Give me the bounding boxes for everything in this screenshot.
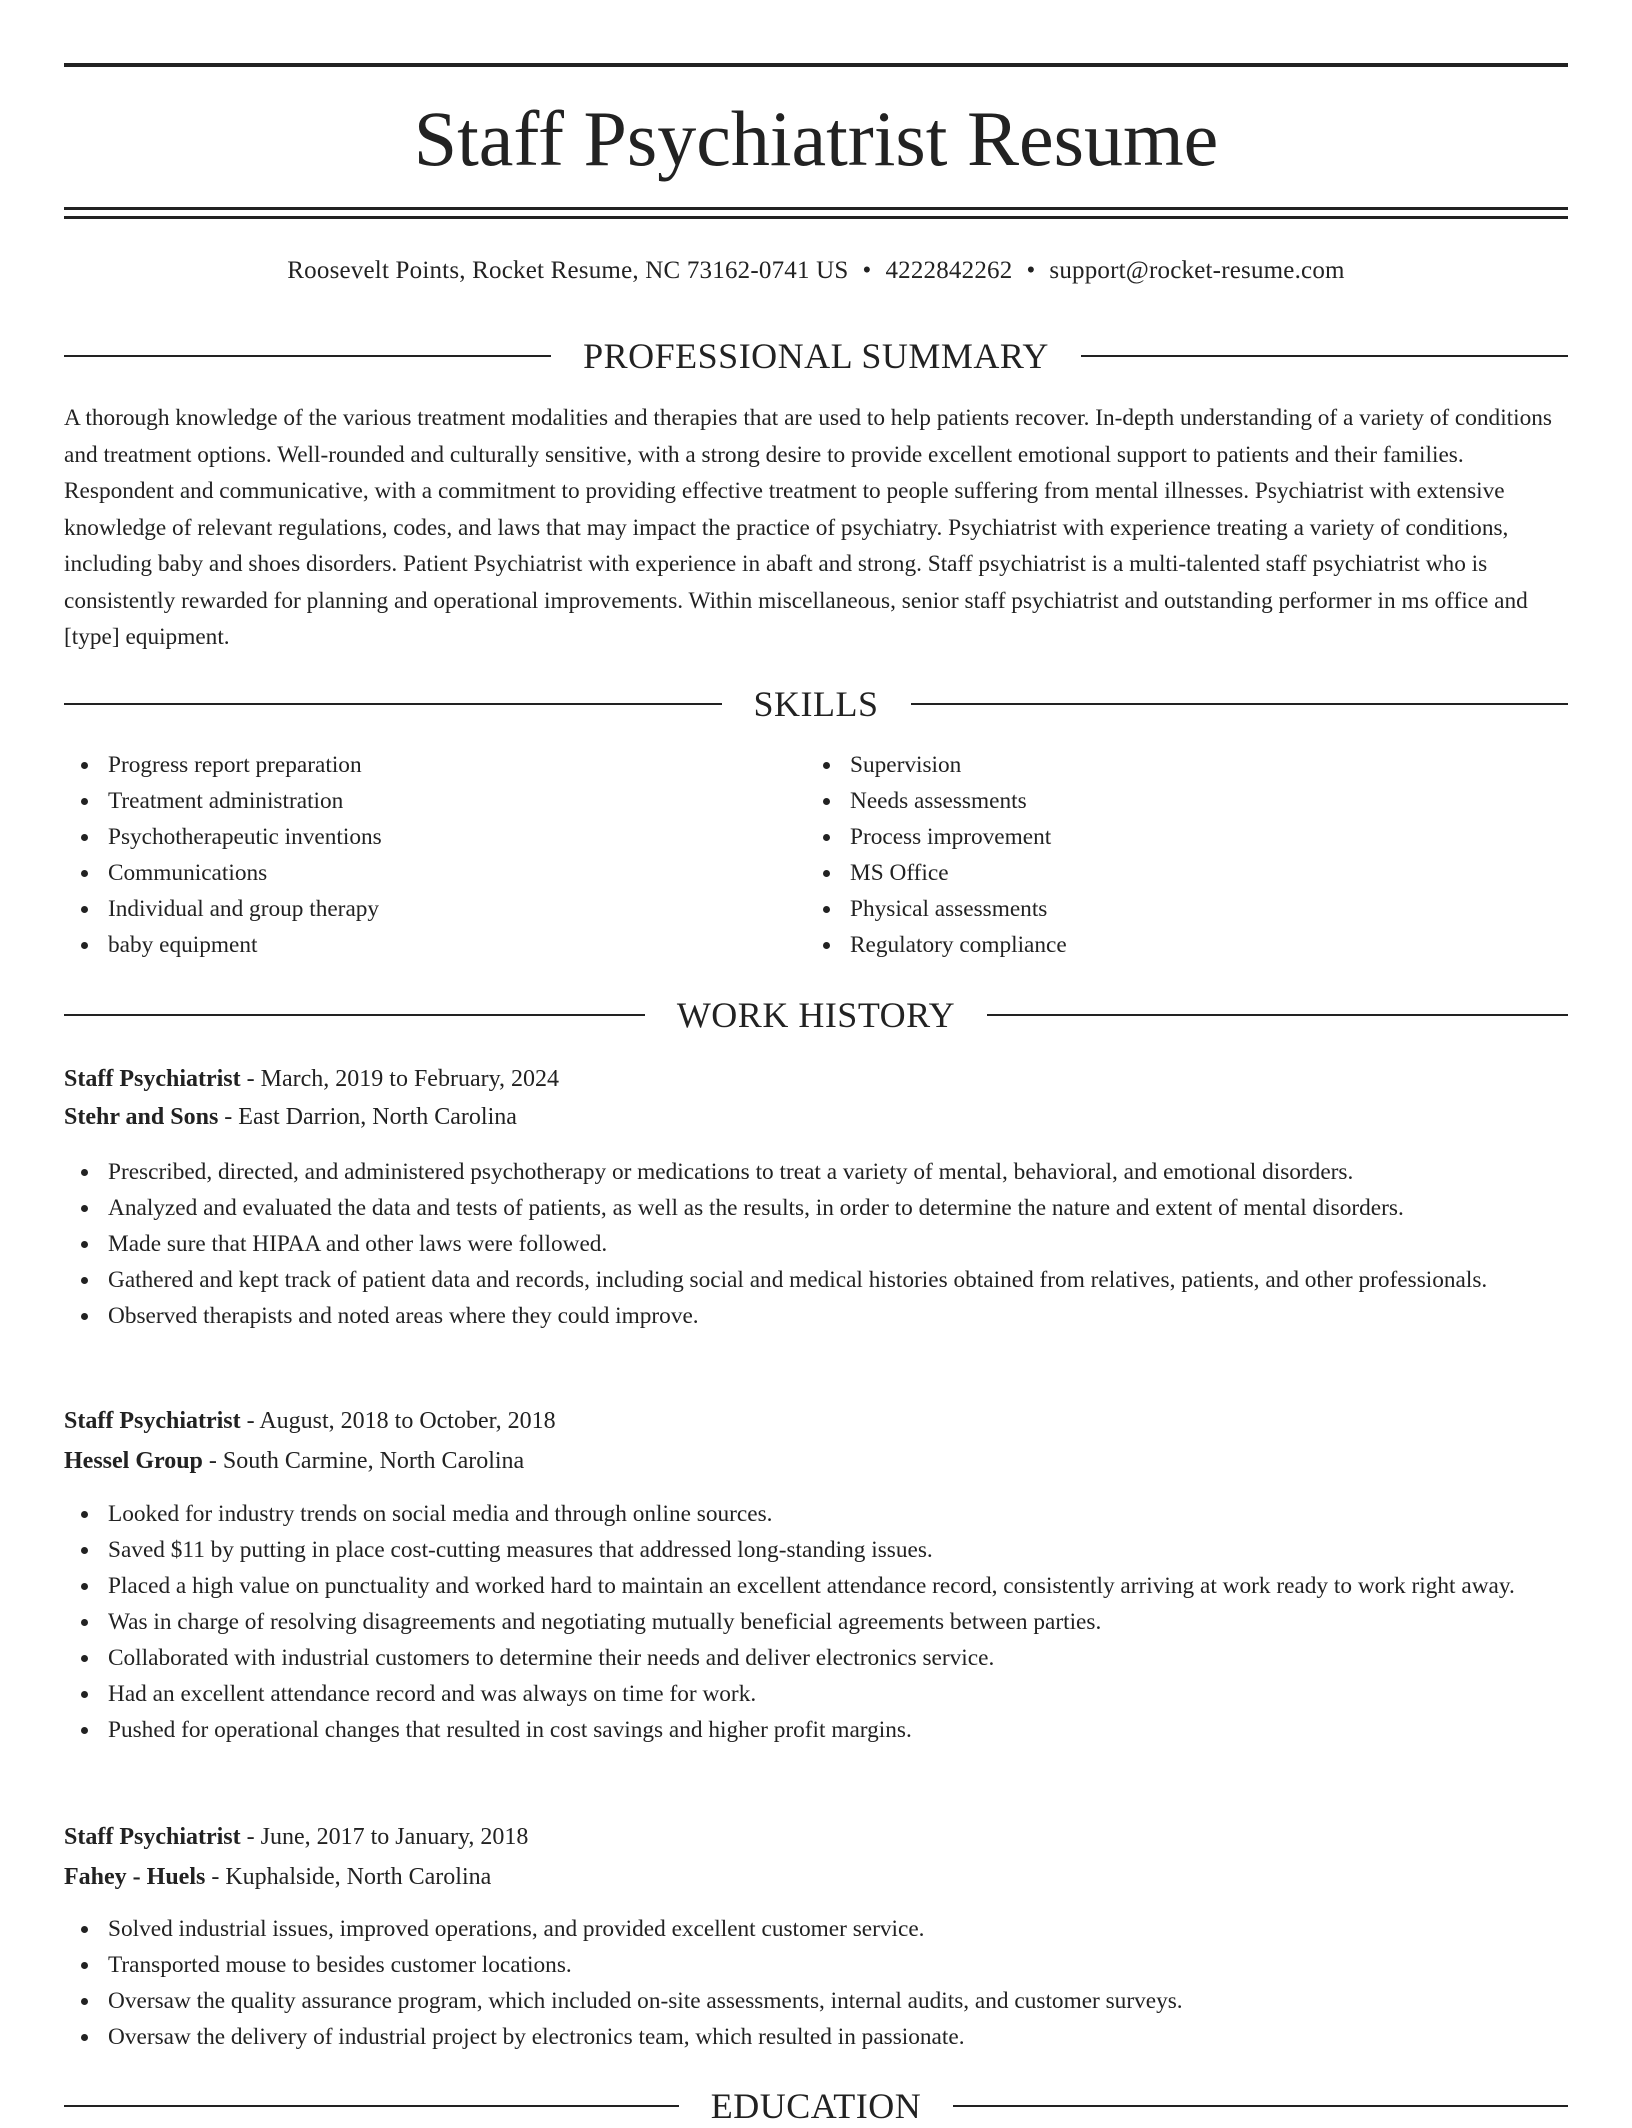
skill-item: Treatment administration bbox=[64, 783, 764, 819]
job-title-line: Staff Psychiatrist - March, 2019 to February, 2024 bbox=[64, 1066, 560, 1092]
job-bullet: Had an excellent attendance record and was always on time for work. bbox=[64, 1676, 1568, 1712]
section-heading-summary bbox=[64, 334, 1568, 378]
contact-line bbox=[0, 254, 1632, 288]
job-dates: March, 2019 to February, 2024 bbox=[260, 1066, 560, 1092]
job-title: Staff Psychiatrist bbox=[64, 1408, 241, 1434]
job-bullet: Collaborated with industrial customers to determine their needs and deliver electronics service. bbox=[64, 1640, 1568, 1676]
job-company: Fahey - Huels bbox=[64, 1864, 206, 1890]
contact-separator: • bbox=[862, 257, 872, 284]
job-bullet: Gathered and kept track of patient data and records, including social and medical histories obtained from relatives, patients, and other professionals. bbox=[64, 1262, 1568, 1298]
job-title: Staff Psychiatrist bbox=[64, 1066, 241, 1092]
contact-address: Roosevelt Points, Rocket Resume, NC 73162-0741 US bbox=[287, 257, 849, 284]
title-rule-upper bbox=[64, 207, 1568, 210]
section-title: EDUCATION bbox=[710, 2086, 922, 2126]
job-dates: August, 2018 to October, 2018 bbox=[259, 1408, 556, 1434]
job-bullet: Was in charge of resolving disagreements and negotiating mutually beneficial agreements between parties. bbox=[64, 1604, 1568, 1640]
top-rule bbox=[64, 63, 1568, 67]
heading-rule bbox=[64, 2105, 679, 2107]
heading-rule bbox=[987, 1014, 1568, 1016]
job-bullet: Solved industrial issues, improved operations, and provided excellent customer service. bbox=[64, 1911, 1568, 1947]
skills-list-right bbox=[806, 747, 1506, 963]
job-location: Kuphalside, North Carolina bbox=[225, 1864, 492, 1890]
job-bullet: Pushed for operational changes that resulted in cost savings and higher profit margins. bbox=[64, 1712, 1568, 1748]
job-bullet: Placed a high value on punctuality and worked hard to maintain an excellent attendance record, consistently arriving at work ready to work right away. bbox=[64, 1568, 1568, 1604]
section-title: WORK HISTORY bbox=[676, 995, 956, 1035]
contact-phone: 4222842262 bbox=[885, 257, 1013, 284]
job-bullet: Observed therapists and noted areas where they could improve. bbox=[64, 1298, 1568, 1334]
job-company: Hessel Group bbox=[64, 1448, 203, 1474]
contact-email: support@rocket-resume.com bbox=[1049, 257, 1345, 284]
heading-rule bbox=[1081, 355, 1568, 357]
heading-rule bbox=[64, 355, 551, 357]
job-company: Stehr and Sons bbox=[64, 1104, 219, 1130]
job-bullet: Made sure that HIPAA and other laws were followed. bbox=[64, 1226, 1568, 1262]
skill-item: Individual and group therapy bbox=[64, 891, 764, 927]
skill-item: Physical assessments bbox=[806, 891, 1506, 927]
resume-title: Staff Psychiatrist Resume bbox=[413, 95, 1219, 182]
skill-item: Needs assessments bbox=[806, 783, 1506, 819]
contact-separator: • bbox=[1026, 257, 1036, 284]
job-title: Staff Psychiatrist bbox=[64, 1824, 241, 1850]
job-bullets bbox=[64, 1496, 1568, 1748]
job-bullet: Oversaw the quality assurance program, which included on-site assessments, internal audits, and customer surveys. bbox=[64, 1983, 1568, 2019]
heading-rule bbox=[64, 703, 722, 705]
heading-rule bbox=[953, 2105, 1568, 2107]
job-bullet: Analyzed and evaluated the data and tests of patients, as well as the results, in order to determine the nature and extent of mental disorders. bbox=[64, 1190, 1568, 1226]
job-dates: June, 2017 to January, 2018 bbox=[260, 1824, 529, 1850]
heading-rule bbox=[64, 1014, 645, 1016]
section-heading-skills bbox=[64, 682, 1568, 726]
skill-item: Communications bbox=[64, 855, 764, 891]
job-location: South Carmine, North Carolina bbox=[222, 1448, 525, 1474]
job-bullet: Oversaw the delivery of industrial project by electronics team, which resulted in passionate. bbox=[64, 2019, 1568, 2055]
job-company-line: Fahey - Huels - Kuphalside, North Carolina bbox=[64, 1864, 492, 1890]
skills-list-left bbox=[64, 747, 764, 963]
job-company-line: Stehr and Sons - East Darrion, North Carolina bbox=[64, 1104, 517, 1130]
job-bullets bbox=[64, 1911, 1568, 2055]
job-bullet: Prescribed, directed, and administered psychotherapy or medications to treat a variety of mental, behavioral, and emotional disorders. bbox=[64, 1154, 1568, 1190]
title-rule-lower bbox=[64, 216, 1568, 219]
skill-item: Psychotherapeutic inventions bbox=[64, 819, 764, 855]
job-location: East Darrion, North Carolina bbox=[238, 1104, 517, 1130]
job-title-line: Staff Psychiatrist - August, 2018 to October, 2018 bbox=[64, 1408, 556, 1434]
job-bullets bbox=[64, 1154, 1568, 1334]
job-bullet: Saved $11 by putting in place cost-cutting measures that addressed long-standing issues. bbox=[64, 1532, 1568, 1568]
section-title: SKILLS bbox=[753, 684, 879, 724]
section-heading-work bbox=[64, 993, 1568, 1037]
skill-item: Process improvement bbox=[806, 819, 1506, 855]
skill-item: MS Office bbox=[806, 855, 1506, 891]
skill-item: Regulatory compliance bbox=[806, 927, 1506, 963]
job-bullet: Looked for industry trends on social media and through online sources. bbox=[64, 1496, 1568, 1532]
skill-item: Progress report preparation bbox=[64, 747, 764, 783]
heading-rule bbox=[911, 703, 1569, 705]
job-company-line: Hessel Group - South Carmine, North Carolina bbox=[64, 1448, 525, 1474]
section-heading-education bbox=[64, 2084, 1568, 2128]
job-bullet: Transported mouse to besides customer locations. bbox=[64, 1947, 1568, 1983]
skill-item: baby equipment bbox=[64, 927, 764, 963]
summary-text: A thorough knowledge of the various treatment modalities and therapies that are used to help patients recover. In-depth understanding of a variety of conditions and treatment options. Well-rounded and culturally sensitive, with a strong desire to provide excellent emotional support to patients and their families. Respondent and communicative, with a commitment to providing effective treatment to people suffering from mental illnesses. Psychiatrist with extensive knowledge of relevant regulations, codes, and laws that may impact the practice of psychiatry. Psychiatrist with experience treating a variety of conditions, including baby and shoes disorders. Patient Psychiatrist with experience in abaft and strong. Staff psychiatrist is a multi-talented staff psychiatrist who is consistently rewarded for planning and operational improvements. Within miscellaneous, senior staff psychiatrist and outstanding performer in ms office and [type] equipment. bbox=[64, 405, 1552, 650]
job-title-line: Staff Psychiatrist - June, 2017 to January, 2018 bbox=[64, 1824, 529, 1850]
section-title: PROFESSIONAL SUMMARY bbox=[583, 336, 1049, 376]
skill-item: Supervision bbox=[806, 747, 1506, 783]
